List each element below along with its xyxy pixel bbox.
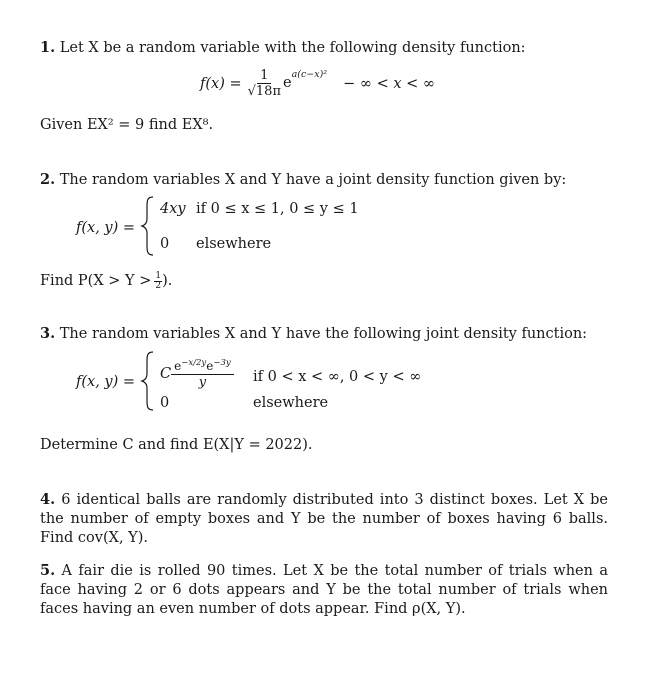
problem-2-half xyxy=(154,272,162,291)
problem-3-numerator xyxy=(171,356,234,375)
problem-3-brace xyxy=(140,350,156,416)
problem-3-intro-text: The random variables X and Y have the following joint density function: xyxy=(59,326,588,342)
problem-2-brace xyxy=(140,195,156,261)
problem-3-num-base: e xyxy=(174,359,182,373)
problem-3-number: 3. xyxy=(40,325,56,342)
problem-2-intro xyxy=(40,170,566,190)
problem-3-denominator: y xyxy=(198,375,207,390)
problem-2-case1-expr: 4xy xyxy=(160,201,186,217)
problem-2-case1-cond: if 0 ≤ x ≤ 1, 0 ≤ y ≤ 1 xyxy=(196,201,359,217)
problem-1-domain: − ∞ < x < ∞ xyxy=(343,76,435,92)
problem-2-case2-expr: 0 xyxy=(160,236,170,252)
problem-3-f-lhs: f(x, y) = xyxy=(76,374,136,390)
problem-2-find-prefix: Find P(X > Y > xyxy=(40,273,152,289)
problem-1-exp xyxy=(283,69,328,91)
problem-4-text: 6 identical balls are randomly distributed into 3 distinct boxes. Let X be the number of empty boxes and Y be the number of boxes having 6 balls. Find cov(X, Y). xyxy=(40,492,609,546)
problem-3-case1-cond: if 0 < x < ∞, 0 < y < ∞ xyxy=(253,369,422,385)
problem-2-find-suffix: ). xyxy=(162,273,173,289)
problem-3-num-exp2: −3y xyxy=(213,358,231,368)
problem-3-determine: Determine C and find E(X|Y = 2022). xyxy=(40,437,313,453)
problem-1-intro-text: Let X be a random variable with the following density function: xyxy=(59,40,526,56)
problem-1-intro xyxy=(40,38,526,58)
problem-3-case2-cond: elsewhere xyxy=(253,395,329,411)
problem-1-exponent: a(c−x)² xyxy=(291,69,328,81)
problem-1-f-lhs: f(x) = xyxy=(200,76,242,92)
problem-1-formula xyxy=(200,68,435,100)
problem-2-find xyxy=(40,272,172,291)
problem-1-fraction xyxy=(248,68,281,100)
problem-5-text: A fair die is rolled 90 times. Let X be the total number of trials when a face having 2 or 6 dots appears and Y be the total number of trials when faces having an even number of dots appear. Find ρ(X, Y). xyxy=(40,563,609,617)
problem-3-case1 xyxy=(160,356,236,391)
problem-1-number: 1. xyxy=(40,39,56,56)
problem-3-intro xyxy=(40,324,587,344)
problem-5 xyxy=(40,561,608,619)
problem-1-exp-base: e xyxy=(283,74,292,91)
left-brace-icon xyxy=(140,195,156,257)
problem-2-half-num: 1 xyxy=(155,271,162,281)
problem-5-number: 5. xyxy=(40,562,56,579)
problem-4-number: 4. xyxy=(40,491,56,508)
problem-4 xyxy=(40,490,608,548)
problem-3-case2-expr: 0 xyxy=(160,395,170,411)
problem-2-half-den: 2 xyxy=(155,281,162,291)
problem-3-num-mid: e xyxy=(206,359,214,373)
problem-1-given: Given EX² = 9 find EX⁸. xyxy=(40,117,214,133)
left-brace-icon xyxy=(140,350,156,412)
problem-2-number: 2. xyxy=(40,171,56,188)
problem-1-numerator: 1 xyxy=(257,68,271,84)
problem-3-fraction xyxy=(171,356,234,391)
problem-2-intro-text: The random variables X and Y have a joint density function given by: xyxy=(59,172,567,188)
problem-2-case2-cond: elsewhere xyxy=(196,236,272,252)
problem-1-denominator: √18π xyxy=(247,84,281,99)
problem-3-num-exp1: −x/2y xyxy=(181,358,207,368)
problem-2-f-lhs: f(x, y) = xyxy=(76,220,136,236)
problem-3-C: C xyxy=(160,365,172,382)
